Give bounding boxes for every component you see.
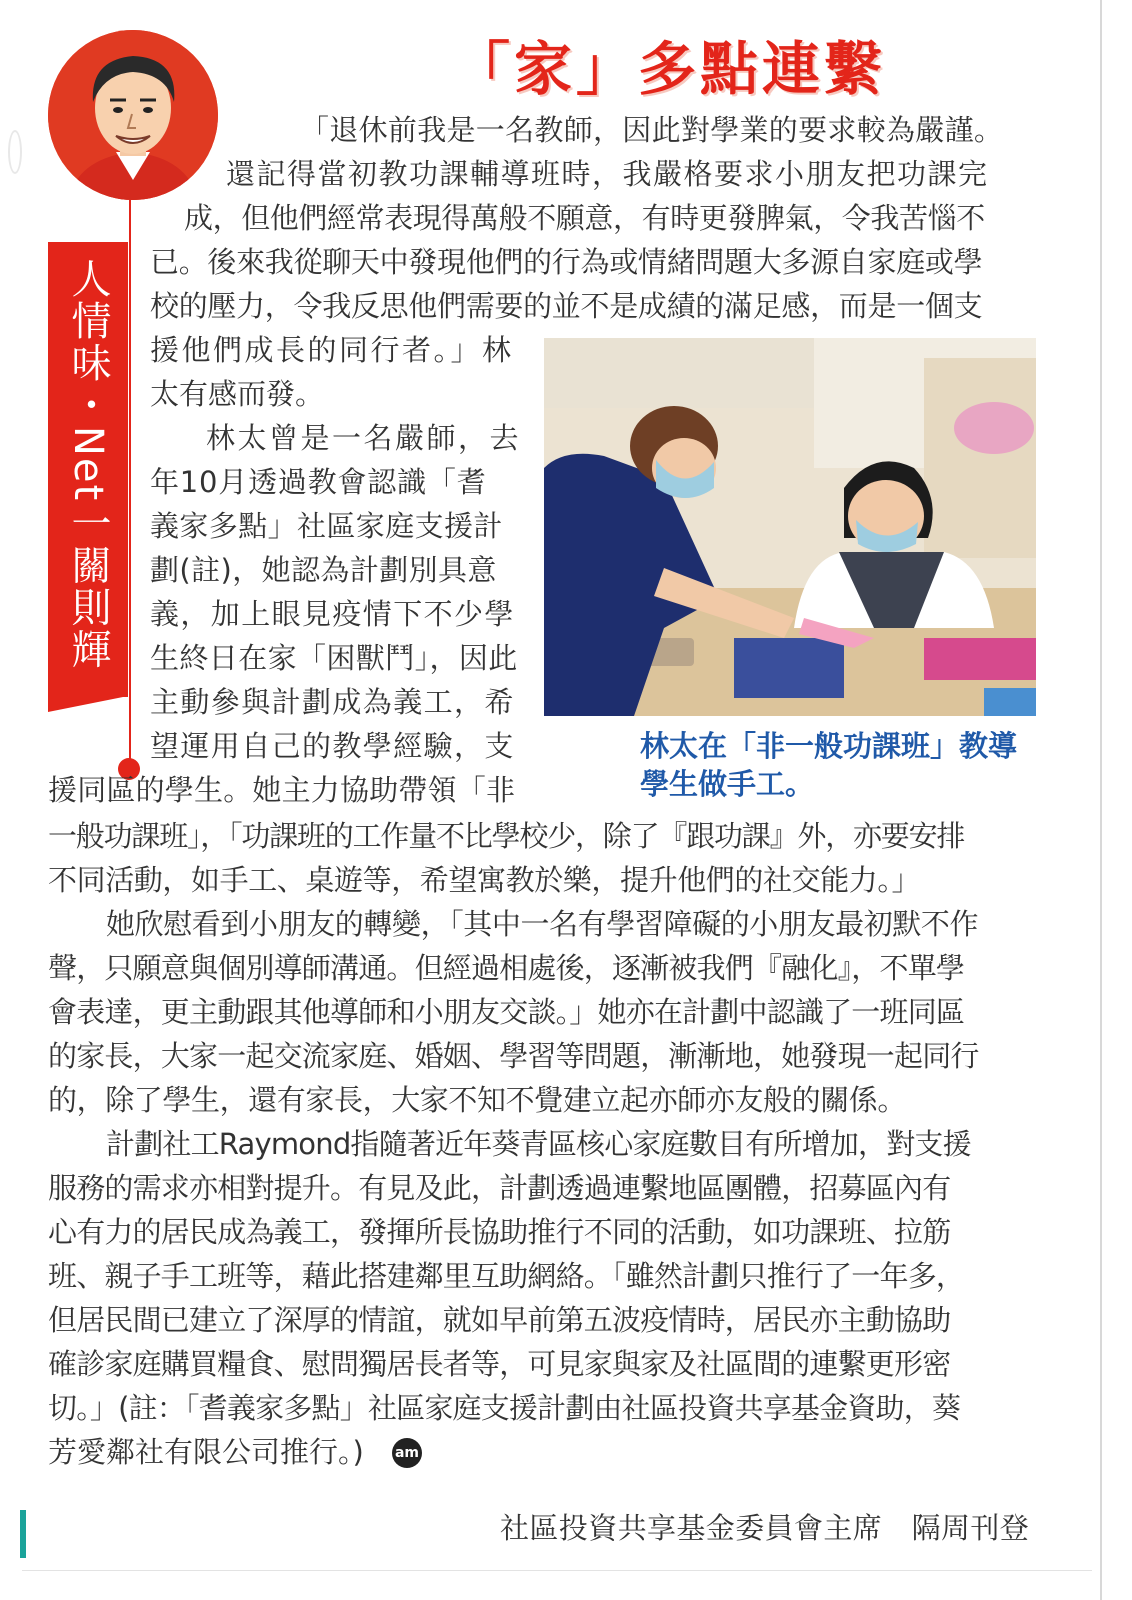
body-line-16: 援同區的學生。她主力協助帶領「非 bbox=[48, 773, 516, 807]
margin-mark bbox=[8, 130, 22, 174]
body-line-5: 校的壓力，令我反思他們需要的並不是成績的滿足感，而是一個支 bbox=[150, 289, 983, 323]
photo-caption-line-1: 林太在「非一般功課班」教導 bbox=[640, 729, 1018, 763]
body-line-30: 切。」(註：「耆義家多點」社區家庭支援計劃由社區投資共享基金資助，葵 bbox=[48, 1391, 961, 1425]
body-line-10: 義家多點」社區家庭支援計 bbox=[150, 509, 503, 543]
body-line-3: 成，但他們經常表現得萬般不願意，有時更發脾氣，令我苦惱不 bbox=[184, 201, 985, 235]
column-ribbon bbox=[48, 242, 128, 697]
body-line-13: 生終日在家「困獸鬥」，因此 bbox=[150, 641, 518, 675]
body-line-27: 班、親子手工班等，藉此搭建鄰里互助網絡。「雖然計劃只推行了一年多， bbox=[48, 1259, 965, 1293]
ribbon-tail bbox=[48, 696, 128, 712]
body-line-2: 還記得當初教功課輔導班時，我嚴格要求小朋友把功課完 bbox=[226, 157, 989, 191]
photo-caption-line-2: 學生做手工。 bbox=[640, 767, 815, 801]
body-line-31: 芳愛鄰社有限公司推行。) bbox=[48, 1435, 364, 1469]
photo-illustration bbox=[544, 338, 1036, 716]
portrait-illustration bbox=[48, 30, 218, 200]
body-line-29: 確診家庭購買糧食、慰問獨居長者等，可見家與家及社區間的連繫更形密 bbox=[48, 1347, 951, 1381]
body-line-4: 已。後來我從聊天中發現他們的行為或情緒問題大多源自家庭或學 bbox=[150, 245, 983, 279]
body-line-17: 一般功課班」，「功課班的工作量不比學校少，除了『跟功課』外，亦要安排 bbox=[48, 819, 965, 853]
body-line-28: 但居民間已建立了深厚的情誼，就如早前第五波疫情時，居民亦主動協助 bbox=[48, 1303, 951, 1337]
timeline-line bbox=[129, 200, 131, 770]
body-line-24: 計劃社工Raymond指隨著近年葵青區核心家庭數目有所增加，對支援 bbox=[106, 1127, 971, 1161]
body-line-11: 劃(註)，她認為計劃別具意 bbox=[150, 553, 497, 587]
body-line-21: 會表達，更主動跟其他導師和小朋友交談。」她亦在計劃中認識了一班同區 bbox=[48, 995, 965, 1029]
columnist-portrait bbox=[48, 30, 218, 200]
body-line-6: 援他們成長的同行者。」林 bbox=[150, 333, 514, 367]
publication-logo: am bbox=[392, 1438, 422, 1468]
body-line-12: 義，加上眼見疫情下不少學 bbox=[150, 597, 515, 631]
body-line-20: 聲，只願意與個別導師溝通。但經過相處後，逐漸被我們『融化』，不單學 bbox=[48, 951, 965, 985]
body-line-1: 「退休前我是一名教師，因此對學業的要求較為嚴謹。 bbox=[300, 113, 1004, 147]
body-line-18: 不同活動，如手工、桌遊等，希望寓教於樂，提升他們的社交能力。」 bbox=[48, 863, 921, 897]
column-name: 人情味・Net一關則輝 bbox=[65, 258, 111, 671]
article-photo bbox=[544, 338, 1036, 716]
body-line-23: 的，除了學生，還有家長，大家不知不覺建立起亦師亦友般的關係。 bbox=[48, 1083, 907, 1117]
byline: 社區投資共享基金委員會主席 隔周刊登 bbox=[500, 1511, 1030, 1545]
bottom-rule bbox=[22, 1570, 1092, 1571]
body-line-8: 林太曾是一名嚴師，去 bbox=[206, 421, 522, 455]
body-line-14: 主動參與計劃成為義工，希 bbox=[150, 685, 515, 719]
body-line-26: 心有力的居民成為義工，發揮所長協助推行不同的活動，如功課班、拉筋 bbox=[48, 1215, 951, 1249]
body-line-25: 服務的需求亦相對提升。有見及此，計劃透過連繫地區團體，招募區內有 bbox=[48, 1171, 951, 1205]
body-line-9: 年10月透過教會認識「耆 bbox=[150, 465, 487, 499]
margin-marker bbox=[20, 1510, 26, 1558]
body-line-22: 的家長，大家一起交流家庭、婚姻、學習等問題，漸漸地，她發現一起同行 bbox=[48, 1039, 979, 1073]
page-edge bbox=[1100, 0, 1102, 1600]
body-line-15: 望運用自己的教學經驗，支 bbox=[150, 729, 515, 763]
body-line-19: 她欣慰看到小朋友的轉變，「其中一名有學習障礙的小朋友最初默不作 bbox=[106, 907, 979, 941]
article-title: 「家」多點連繫 bbox=[452, 35, 887, 103]
body-line-7: 太有感而發。 bbox=[150, 377, 325, 411]
